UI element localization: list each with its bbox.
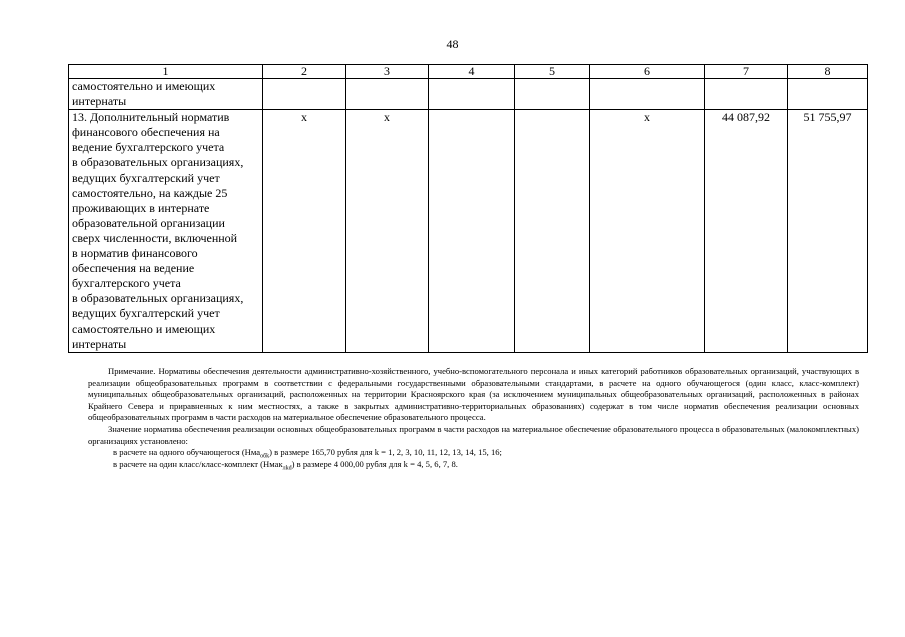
text-line: самостоятельно и имеющих [72, 79, 216, 93]
text-line: самостоятельно и имеющих [72, 321, 216, 336]
text-line: проживающих в интернате [72, 200, 210, 215]
cell-col4 [429, 110, 515, 353]
text-line: финансового обеспечения на [72, 125, 220, 140]
text-line: интернаты [72, 336, 127, 351]
cell-col8: 51 755,97 [788, 110, 868, 353]
cell-col2: х [263, 110, 346, 353]
header-cell: 3 [346, 65, 429, 79]
text-line: ведение бухгалтерского учета [72, 140, 225, 155]
text-line: самостоятельно, на каждые 25 [72, 185, 228, 200]
note-paragraph-1: Примечание. Нормативы обеспечения деятельности административно-хозяйственного, учебно-вспомогательного персонала и иных категорий работников образовательных организаций, участвующих в реализации общеобразовательных программ в соответствии с федеральными государственными образовательными стандартами, в расчете на одного обучающегося (один класс, класс-комплект) муниципальных общеобразовательных организаций, расположенных на территории Красноярского края (за исключением муниципальных общеобразовательных организаций, расположенных в районах Крайнего Севера и приравненных к ним местностях, а также в закрытых административно-территориальных образованиях) содержат в том числе норматив обеспечения реализации основных общеобразовательных программ в части расходов на материальное обеспечение образовательного процесса. [88, 366, 859, 423]
empty-cell [346, 79, 429, 110]
note-item-1-text-end: ) в размере 165,70 рубля для k = 1, 2, 3, 10, 11, 12, 13, 14, 15, 16; [269, 447, 502, 458]
note-item-2 [88, 459, 859, 471]
note-item-1 [88, 447, 859, 459]
empty-cell [515, 79, 590, 110]
cell-col5 [515, 110, 590, 353]
row-text-cell [69, 79, 263, 110]
header-cell: 1 [69, 65, 263, 79]
empty-cell [590, 79, 705, 110]
text-line: ведущих бухгалтерский учет [72, 306, 220, 321]
empty-cell [429, 79, 515, 110]
text-line: сверх численности, включенной [72, 230, 238, 245]
note-item-2-text-end: ) в размере 4 000,00 рубля для k = 4, 5, 6, 7, 8. [291, 458, 458, 469]
cell-col6: х [590, 110, 705, 353]
text-line: бухгалтерского учета [72, 276, 181, 291]
page-number: 48 [446, 37, 459, 51]
cell-col7: 44 087,92 [705, 110, 788, 353]
text-line: в норматив финансового [72, 246, 198, 261]
empty-cell [705, 79, 788, 110]
empty-cell [263, 79, 346, 110]
header-cell: 4 [429, 65, 515, 79]
text-line: 13. Дополнительный норматив [72, 110, 230, 125]
note-paragraph-2: Значение норматива обеспечения реализации основных общеобразовательных программ в части расходов на материальное обеспечение образовательного процесса в образовательных (малокомплектных) организациях установлено: [88, 423, 859, 446]
table-header-row [69, 65, 868, 79]
text-line: обеспечения на ведение [72, 261, 195, 276]
text-line: в образовательных организациях, [72, 155, 244, 170]
note-item-2-text: в расчете на один класс/класс-комплект (Нмак [113, 458, 283, 469]
note-item-1-text: в расчете на одного обучающегося (Нма [113, 447, 261, 458]
footnote [88, 366, 859, 470]
empty-cell [788, 79, 868, 110]
text-line: интернаты [72, 94, 127, 109]
text-line: ведущих бухгалтерский учет [72, 170, 220, 185]
header-cell: 5 [515, 65, 590, 79]
note-item-1-subscript: обk [260, 453, 270, 460]
cell-col3: х [346, 110, 429, 353]
header-cell: 8 [788, 65, 868, 79]
row-text-cell [69, 110, 263, 353]
header-cell: 6 [590, 65, 705, 79]
text-line: в образовательных организациях, [72, 291, 244, 306]
table-row-13 [69, 110, 868, 353]
text-line: образовательной организации [72, 215, 225, 230]
norm-table [68, 64, 868, 353]
table-row-continuation [69, 79, 868, 110]
note-item-2-subscript: лkd [282, 465, 292, 472]
header-cell: 2 [263, 65, 346, 79]
header-cell: 7 [705, 65, 788, 79]
